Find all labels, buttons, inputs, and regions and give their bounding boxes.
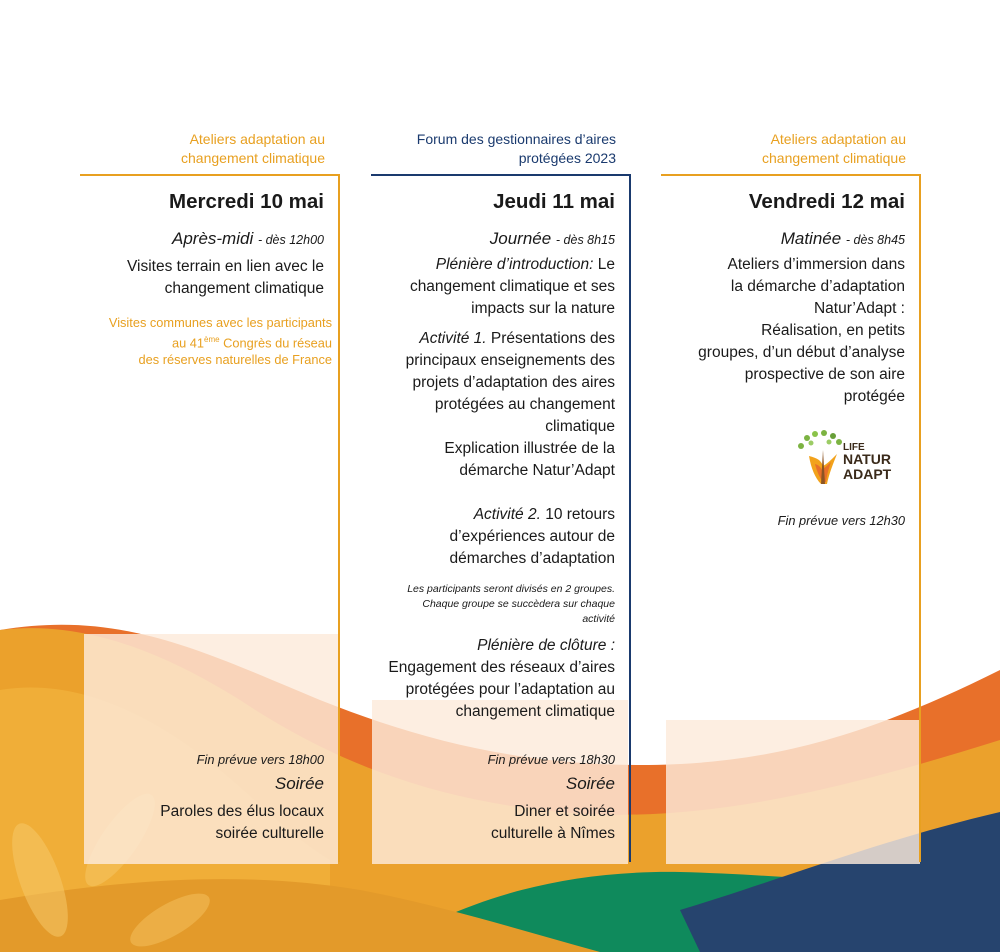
column-header bbox=[661, 130, 921, 170]
activite-2: Activité 2. 10 retours d’expériences autour de démarches d’adaptation bbox=[449, 506, 615, 567]
column-header bbox=[371, 130, 631, 170]
evening-block bbox=[160, 752, 324, 845]
end-time: Fin prévue vers 12h30 bbox=[777, 513, 905, 528]
evening-block bbox=[488, 752, 615, 845]
session-title: Après-midi - dès 12h00 bbox=[171, 229, 324, 248]
header-line: changement climatique bbox=[762, 150, 906, 166]
header-line: Ateliers adaptation au bbox=[189, 131, 325, 147]
life-natur-adapt-logo bbox=[661, 428, 905, 493]
header-line: protégées 2023 bbox=[518, 150, 616, 166]
pleniere-introduction: Plénière d’introduction: Le changement climatique et ses impacts sur la nature bbox=[409, 256, 615, 317]
day-title: Mercredi 10 mai bbox=[169, 190, 324, 213]
column-header bbox=[80, 130, 340, 170]
tree-hand-icon bbox=[793, 428, 905, 488]
column-wednesday bbox=[80, 130, 340, 842]
svg-text:ADAPT: ADAPT bbox=[843, 466, 892, 482]
session-title: Matinée - dès 8h45 bbox=[780, 229, 905, 248]
column-box bbox=[661, 174, 921, 862]
session-title: Journée - dès 8h15 bbox=[489, 229, 615, 248]
evening-description: Paroles des élus locaux soirée culturelle bbox=[160, 803, 324, 842]
description: Ateliers d’immersion dans la démarche d’adaptation Natur’Adapt : Réalisation, en petits groupes, d’un début d’analyse prospective de son aire protégée bbox=[698, 256, 905, 405]
svg-text:LIFE: LIFE bbox=[843, 442, 865, 453]
evening-description: Diner et soirée culturelle à Nîmes bbox=[490, 803, 615, 842]
column-thursday bbox=[371, 130, 631, 842]
evening-title: Soirée bbox=[565, 774, 615, 793]
column-friday bbox=[661, 130, 921, 528]
column-box bbox=[80, 174, 340, 862]
end-time: Fin prévue vers 18h30 bbox=[487, 752, 615, 767]
evening-title: Soirée bbox=[274, 774, 324, 793]
header-line: Forum des gestionnaires d’aires bbox=[416, 131, 616, 147]
activite-1: Activité 1. Présentations des principaux enseignements des projets d’adaptation des aires protégées au changement climatique Explication illustrée de la démarche Natur’Adapt bbox=[405, 330, 615, 479]
note: Visites communes avec les participants au 41ème Congrès du réseau des réserves naturelles de France bbox=[108, 315, 332, 368]
header-line: Ateliers adaptation au bbox=[770, 131, 906, 147]
description: Visites terrain en lien avec le changement climatique bbox=[126, 258, 324, 297]
header-line: changement climatique bbox=[181, 150, 325, 166]
day-title: Jeudi 11 mai bbox=[493, 190, 615, 213]
participants-note: Les participants seront divisés en 2 groupes. Chaque groupe se succèdera sur chaque activité bbox=[407, 583, 615, 625]
svg-text:NATUR: NATUR bbox=[843, 451, 891, 467]
column-box bbox=[371, 174, 631, 862]
day-title: Vendredi 12 mai bbox=[748, 190, 905, 213]
end-time: Fin prévue vers 18h00 bbox=[196, 752, 324, 767]
pleniere-cloture: Plénière de clôture : Engagement des réseaux d’aires protégées pour l’adaptation au changement climatique bbox=[388, 637, 615, 720]
